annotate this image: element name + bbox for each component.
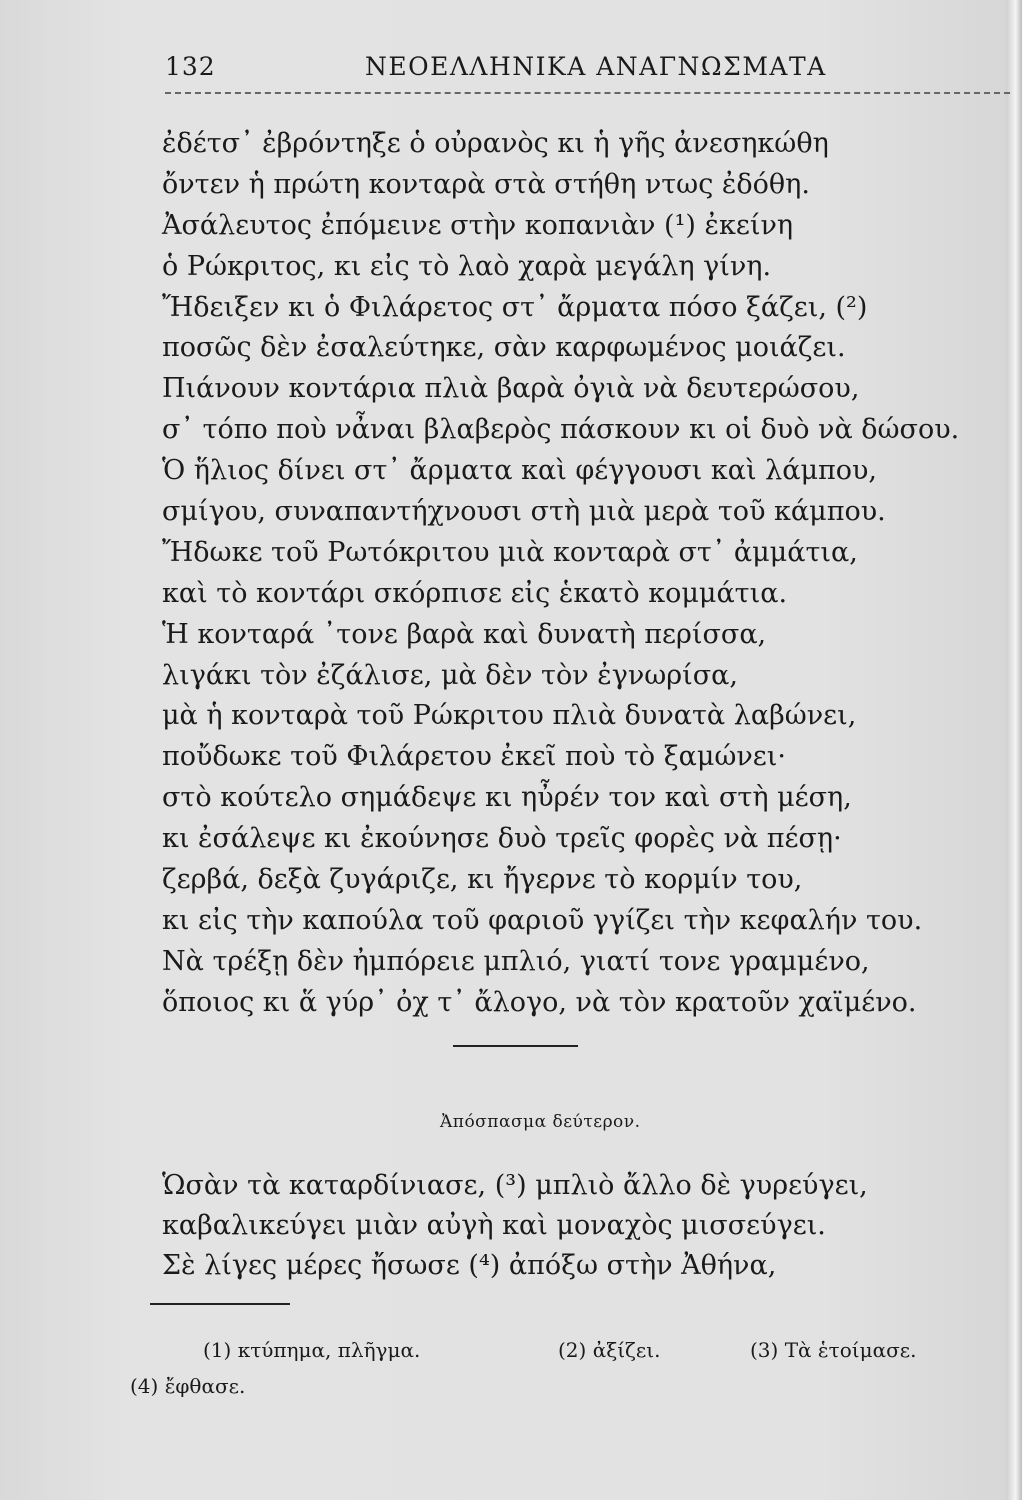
verse-line: ὅποιος κι ἅ γύρ᾿ ὀχ τ᾿ ἄλογο, νὰ τὸν κρατοῦν χαϊμένο.	[162, 986, 917, 1018]
verse-line: μὰ ἡ κονταρὰ τοῦ Ρώκριτου πλιὰ δυνατὰ λαβώνει,	[162, 700, 857, 732]
verse-line: Ὡσὰν τὰ καταρδίνιασε, (³) μπλιὸ ἄλλο δὲ γυρεύγει,	[162, 1170, 868, 1201]
section-heading: Ἀπόσπασμα δεύτερον.	[440, 1112, 641, 1132]
verse-line: ποσῶς δὲν ἐσαλεύτηκε, σὰν καρφωμένος μοιάζει.	[162, 332, 846, 364]
verse-line: Ἤδωκε τοῦ Ρωτόκριτου μιὰ κονταρὰ στ᾿ ἀμμάτια,	[162, 536, 858, 568]
page-header	[165, 52, 1000, 92]
page-number: 132	[165, 52, 216, 81]
verse-line: κι εἰς τὴν καπούλα τοῦ φαριοῦ γγίζει τὴν κεφαλήν του.	[162, 904, 923, 936]
verse-line: κι ἐσάλεψε κι ἐκούνησε δυὸ τρεῖς φορὲς νὰ πέσῃ·	[162, 823, 842, 855]
verse-line: ζερβά, δεξὰ ζυγάριζε, κι ἤγερνε τὸ κορμίν του,	[162, 864, 803, 896]
verse-line: Πιάνουν κοντάρια πλιὰ βαρὰ ὀγιὰ νὰ δευτερώσου,	[162, 373, 860, 405]
header-rule	[165, 92, 1010, 94]
verse-line: Ἡ κονταρά ᾿τονε βαρὰ καὶ δυνατὴ περίσσα,	[162, 618, 767, 650]
verse-line: λιγάκι τὸν ἐζάλισε, μὰ δὲν τὸν ἐγνωρίσα,	[162, 659, 738, 691]
verse-line: σ᾿ τόπο ποὺ νἆναι βλαβερὸς πάσκουν κι οἱ δυὸ νὰ δώσου.	[162, 414, 960, 446]
verse-line: Ὁ ἥλιος δίνει στ᾿ ἄρματα καὶ φέγγουσι καὶ λάμπου,	[162, 455, 877, 487]
footnote-3: (3) Τὰ ἑτοίμασε.	[750, 1338, 917, 1362]
page-edge	[1006, 0, 1022, 1500]
verse-line: Σὲ λίγες μέρες ἤσωσε (⁴) ἀπόξω στὴν Ἀθήνα,	[162, 1250, 777, 1281]
verse-line: καβαλικεύγει μιὰν αὐγὴ καὶ μοναχὸς μισσεύγει.	[162, 1210, 826, 1241]
verse-line: ἐδέτσ᾿ ἐβρόντηξε ὁ οὐρανὸς κι ἡ γῆς ἀνεσηκώθη	[162, 128, 829, 159]
verse-line: καὶ τὸ κοντάρι σκόρπισε εἰς ἑκατὸ κομμάτια.	[162, 577, 788, 609]
verse-line: ὄντεν ἡ πρώτη κονταρὰ στὰ στήθη ντως ἐδόθη.	[162, 168, 810, 200]
running-title: ΝΕΟΕΛΛΗΝΙΚΑ ΑΝΑΓΝΩΣΜΑΤΑ	[365, 52, 827, 81]
footnote-4: (4) ἔφθασε.	[130, 1374, 246, 1398]
verse-block-1	[162, 124, 1002, 1024]
verse-line: Νὰ τρέξῃ δὲν ἠμπόρειε μπλιό, γιατί τονε γραμμένο,	[162, 945, 870, 977]
footnote-1: (1) κτύπημα, πλῆγμα.	[203, 1338, 421, 1362]
footnote-rule	[150, 1303, 290, 1305]
verse-line: στὸ κούτελο σημάδεψε κι ηὖρέν τον καὶ στὴ μέση,	[162, 782, 852, 814]
verse-line: ὁ Ρώκριτος, κι εἰς τὸ λαὸ χαρὰ μεγάλη γίνη.	[162, 250, 772, 282]
verse-line: σμίγου, συναπαντήχνουσι στὴ μιὰ μερὰ τοῦ κάμπου.	[162, 496, 886, 528]
verse-line: Ἀσάλευτος ἐπόμεινε στὴν κοπανιὰν (¹) ἐκείνη	[162, 209, 794, 241]
footnote-2: (2) ἀξίζει.	[558, 1338, 661, 1362]
verse-line: Ἤδειξεν κι ὁ Φιλάρετος στ᾿ ἄρματα πόσο ξάζει, (²)	[162, 291, 868, 323]
verse-line: ποὔδωκε τοῦ Φιλάρετου ἐκεῖ ποὺ τὸ ξαμώνει·	[162, 741, 786, 773]
section-divider	[453, 1045, 578, 1047]
verse-block-2	[162, 1166, 1002, 1286]
